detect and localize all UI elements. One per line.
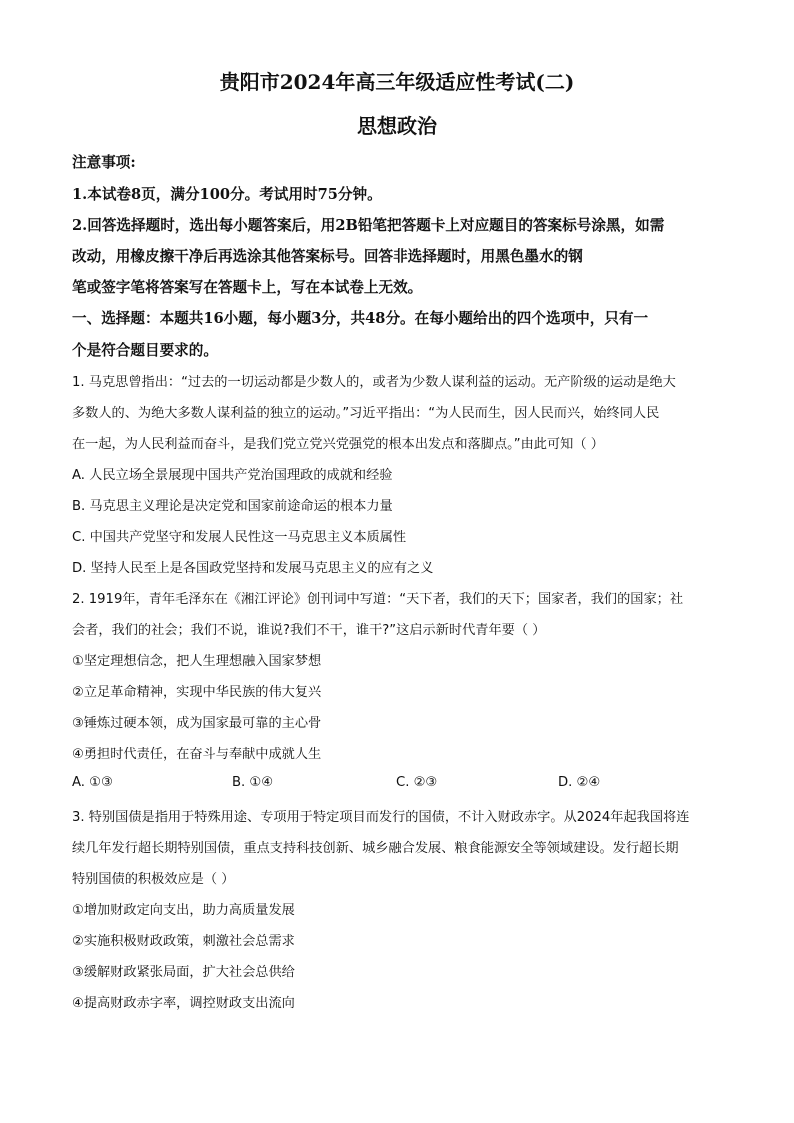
notes-item-2-line-3: 笔或签字笔将答案写在答题卡上，写在本试卷上无效。 [72, 279, 423, 296]
q2-choice-d: D. ②④ [558, 775, 601, 790]
q3-stem-line-1: 3. 特别国债是指用于特殊用途、专项用于特定项目而发行的国债，不计入财政赤字。从2024年起我国将连 [72, 810, 690, 825]
q2-item-1: ①坚定理想信念，把人生理想融入国家梦想 [72, 654, 322, 669]
q3-item-2: ②实施积极财政政策，刺激社会总需求 [72, 934, 295, 949]
q1-stem-line-1: 1. 马克思曾指出：“过去的一切运动都是少数人的，或者为少数人谋利益的运动。无产阶级的运动是绝大 [72, 375, 676, 390]
subject-title: 思想政治 [357, 114, 437, 138]
q2-choice-c: C. ②③ [396, 775, 438, 790]
q1-stem-line-3: 在一起，为人民利益而奋斗，是我们党立党兴党强党的根本出发点和落脚点。”由此可知（ ） [72, 437, 604, 452]
section-heading-line-1: 一、选择题：本题共16小题，每小题3分，共48分。在每小题给出的四个选项中，只有一 [72, 310, 649, 327]
notes-heading: 注意事项: [72, 154, 136, 171]
q1-option-c: C. 中国共产党坚守和发展人民性这一马克思主义本质属性 [72, 530, 407, 545]
q1-option-d: D. 坚持人民至上是各国政党坚持和发展马克思主义的应有之义 [72, 561, 434, 576]
q2-choice-b: B. ①④ [232, 775, 274, 790]
q2-item-4: ④勇担时代责任，在奋斗与奉献中成就人生 [72, 747, 322, 762]
q3-stem-line-3: 特别国债的积极效应是（ ） [72, 872, 235, 887]
notes-item-2-line-1: 2.回答选择题时，选出每小题答案后，用2B铅笔把答题卡上对应题目的答案标号涂黑，如需 [72, 217, 665, 234]
q1-option-b: B. 马克思主义理论是决定党和国家前途命运的根本力量 [72, 499, 393, 514]
q1-option-a: A. 人民立场全景展现中国共产党治国理政的成就和经验 [72, 468, 393, 483]
q3-item-1: ①增加财政定向支出，助力高质量发展 [72, 903, 295, 918]
q1-stem-line-2: 多数人的、为绝大多数人谋利益的独立的运动。”习近平指出：“为人民而生，因人民而兴，始终同人民 [72, 406, 660, 421]
q2-stem-line-2: 会者，我们的社会；我们不说，谁说?我们不干，谁干?”这启示新时代青年要（ ） [72, 623, 546, 638]
q3-item-3: ③缓解财政紧张局面，扩大社会总供给 [72, 965, 295, 980]
q2-item-3: ③锤炼过硬本领，成为国家最可靠的主心骨 [72, 716, 322, 731]
q3-item-4: ④提高财政赤字率，调控财政支出流向 [72, 996, 295, 1011]
section-heading-line-2: 个是符合题目要求的。 [72, 342, 218, 359]
exam-title: 贵阳市2024年高三年级适应性考试(二) [219, 70, 575, 94]
q2-item-2: ②立足革命精神，实现中华民族的伟大复兴 [72, 685, 322, 700]
q2-stem-line-1: 2. 1919年，青年毛泽东在《湘江评论》创刊词中写道：“天下者，我们的天下；国家者，我们的国家；社 [72, 592, 684, 607]
q2-choice-a: A. ①③ [72, 775, 113, 790]
q3-stem-line-2: 续几年发行超长期特别国债，重点支持科技创新、城乡融合发展、粮食能源安全等领域建设。发行超长期 [72, 841, 679, 856]
notes-item-1: 1.本试卷8页，满分100分。考试用时75分钟。 [72, 186, 382, 203]
notes-item-2-line-2: 改动，用橡皮擦干净后再选涂其他答案标号。回答非选择题时，用黑色墨水的钢 [72, 248, 583, 265]
